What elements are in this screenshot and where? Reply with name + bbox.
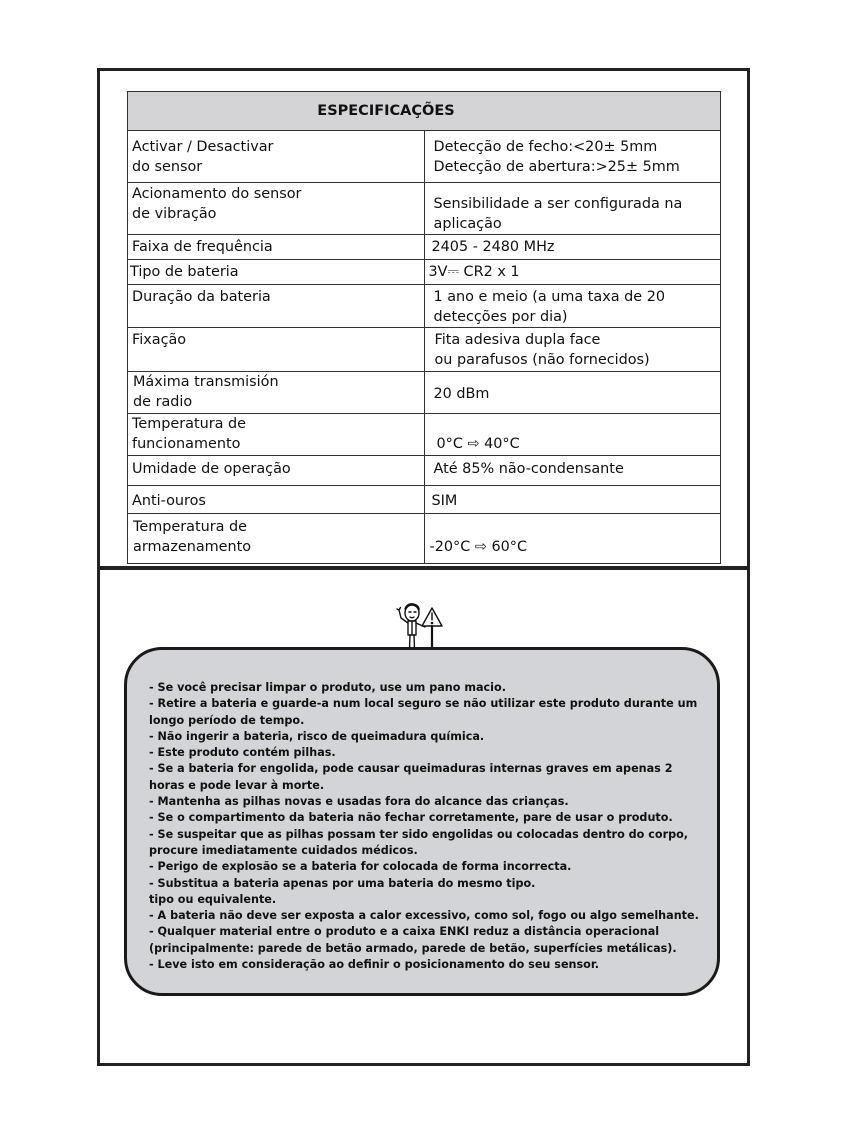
list-item: - Leve isto em consideração ao definir o posicionamento do seu sensor.: [149, 958, 600, 972]
row-value: Detecção de fecho:<20± 5mm Detecção de abertura:>25± 5mm: [433, 139, 680, 175]
row-value: Fita adesiva dupla face ou parafusos (não fornecidos): [434, 332, 650, 368]
row-label: Fixação: [132, 332, 187, 348]
table-row: [128, 285, 721, 328]
safety-warnings-box: [124, 647, 720, 996]
row-value: 0°C ⇨ 40°C: [436, 436, 520, 452]
row-value: 1 ano e meio (a uma taxa de 20 detecções por dia): [433, 289, 666, 325]
row-label: Duração da bateria: [132, 289, 271, 305]
table-row: [128, 486, 721, 514]
row-label: Activar / Desactivar do sensor: [132, 139, 274, 175]
specifications-table: [127, 91, 721, 564]
row-value: 20 dBm: [433, 386, 490, 402]
list-item: - A bateria não deve ser exposta a calor excessivo, como sol, fogo ou algo semelhante.: [149, 909, 699, 923]
list-item: - Se o compartimento da bateria não fechar corretamente, pare de usar o produto.: [149, 811, 673, 825]
list-item: - Não ingerir a bateria, risco de queimadura química.: [149, 729, 485, 743]
row-label: Umidade de operação: [132, 461, 291, 477]
row-label: Acionamento do sensor de vibração: [132, 186, 302, 222]
list-item: - Este produto contém pilhas.: [149, 746, 336, 760]
table-row: [128, 131, 721, 183]
table-row: [128, 260, 721, 285]
row-value: 2405 - 2480 MHz: [431, 239, 555, 255]
list-item: - Se a bateria for engolida, pode causar queimaduras internas graves em apenas 2 horas e pode levar à morte.: [149, 762, 673, 792]
row-value: SIM: [431, 493, 458, 509]
table-row: [128, 235, 721, 260]
row-label: Temperatura de armazenamento: [133, 519, 252, 555]
list-item: - Substitua a bateria apenas por uma bateria do mesmo tipo. tipo ou equivalente.: [149, 876, 536, 906]
row-value: 3V⎓ CR2 x 1: [428, 264, 520, 280]
list-item: - Perigo de explosão se a bateria for colocada de forma incorrecta.: [149, 860, 572, 874]
row-value: Sensibilidade a ser configurada na aplicação: [433, 196, 683, 232]
table-row: [128, 183, 721, 235]
list-item: - Retire a bateria e guarde-a num local seguro se não utilizar este produto durante um longo período de tempo.: [149, 697, 698, 727]
row-label: Anti-ouros: [132, 493, 206, 509]
list-item: - Se suspeitar que as pilhas possam ter sido engolidas ou colocadas dentro do corpo, procure imediatamente cuidados médicos.: [149, 827, 689, 857]
row-label: Tipo de bateria: [130, 264, 239, 280]
list-item: - Qualquer material entre o produto e a caixa ENKI reduz a distância operacional (principalmente: parede de betão armado, parede de betão, superfícies metálicas).: [149, 925, 677, 955]
list-item: - Mantenha as pilhas novas e usadas fora do alcance das crianças.: [149, 795, 569, 809]
table-header-row: [128, 92, 721, 131]
table-row: [128, 372, 721, 414]
row-value: -20°C ⇨ 60°C: [429, 539, 528, 555]
row-label: Máxima transmisión de radio: [133, 374, 279, 410]
table-row: [128, 328, 721, 372]
row-label: Temperatura de funcionamento: [132, 416, 246, 452]
safety-warnings-list: [149, 680, 709, 973]
table-row: [128, 456, 721, 486]
list-item: - Se você precisar limpar o produto, use um pano macio.: [149, 681, 506, 694]
row-value: Até 85% não-condensante: [433, 461, 624, 477]
table-title: ESPECIFICAÇÕES: [128, 92, 721, 131]
row-label: Faixa de frequência: [132, 239, 273, 255]
table-row: [128, 514, 721, 564]
table-row: [128, 414, 721, 456]
